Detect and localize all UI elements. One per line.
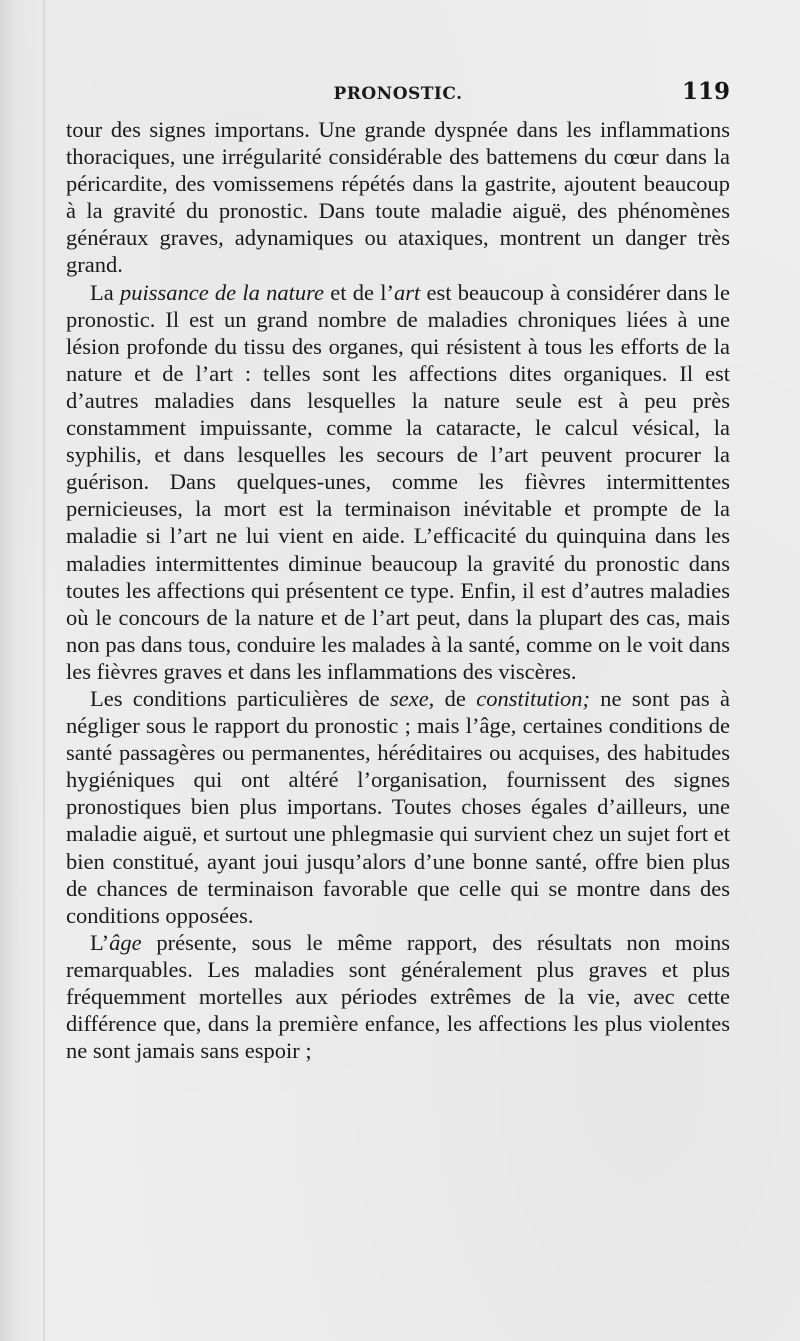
- text-span: est beaucoup à considérer dans le pronostic. Il est un grand nombre de maladies chroniques liées à une lésion profonde du tissu des organes, qui résistent à tous les efforts de la nature et de l’art : telles sont les affections dites organiques. Il est d’autres maladies dans lesquelles la nature seule est à peu près constamment impuissante, comme la cataracte, le calcul vésical, la syphilis, et dans lesquelles les secours de l’art peuvent procurer la guérison. Dans quelques-unes, comme les fièvres intermittentes pernicieuses, la mort est la terminaison inévitable et prompte de la maladie si l’art ne lui vient en aide. L’efficacité du quinquina dans les maladies intermittentes diminue beaucoup la gravité du pronostic dans toutes les affections qui présentent ce type. Enfin, il est d’autres maladies où le concours de la nature et de l’art peut, dans la plupart des cas, mais non pas dans tous, conduire les malades à la santé, comme on le voit dans les fièvres graves et dans les inflammations des viscères.: [66, 279, 731, 684]
- paragraph: [66, 116, 730, 279]
- page-number: 119: [681, 78, 730, 105]
- running-title: PRONOSTIC.: [333, 84, 463, 104]
- italic-span: sexe,: [389, 685, 435, 711]
- italic-span: art: [393, 279, 421, 305]
- text-span: Les conditions particulières de: [90, 685, 390, 711]
- paragraph: [66, 279, 730, 685]
- italic-span: puissance de la nature: [119, 279, 325, 305]
- text-span: La: [90, 279, 120, 305]
- text-span: et de l’: [324, 279, 394, 305]
- page-header: [66, 78, 730, 112]
- paragraph: [66, 685, 730, 929]
- text-span: présente, sous le même rapport, des résultats non moins remarquables. Les maladies sont généralement plus graves et plus fréquemment mortelles aux périodes extrêmes de la vie, avec cette différence que, dans la première enfance, les affections les plus violentes ne sont jamais sans espoir ;: [66, 929, 730, 1064]
- text-span: ne sont pas à négliger sous le rapport du pronostic ; mais l’âge, certaines conditions de santé passagères ou permanentes, héréditaires ou acquises, des habitudes hygiéniques qui ont altéré l’organisation, fournissent des signes pronostiques bien plus importans. Toutes choses égales d’ailleurs, une maladie aiguë, et surtout une phlegmasie qui survient chez un sujet fort et bien constitué, ayant joui jusqu’alors d’une bonne santé, offre bien plus de chances de terminaison favorable que celle qui se montre dans des conditions opposées.: [66, 685, 730, 928]
- text-span: de: [434, 685, 477, 711]
- page-gutter-line: [43, 0, 45, 1341]
- page-gutter-shadow: [0, 0, 46, 1341]
- italic-span: constitution;: [476, 685, 590, 711]
- paragraph: [66, 929, 730, 1064]
- text-span: tour des signes importans. Une grande dyspnée dans les inflammations thoraciques, une irrégularité considérable des battemens du cœur dans la péricardite, des vomissemens répétés dans la gastrite, ajoutent beaucoup à la gravité du pronostic. Dans toute maladie aiguë, des phénomènes généraux graves, adynamiques ou ataxiques, montrent un danger très grand.: [66, 117, 730, 278]
- text-span: L’: [90, 929, 110, 955]
- body-text: [66, 116, 730, 1064]
- italic-span: âge: [109, 929, 142, 955]
